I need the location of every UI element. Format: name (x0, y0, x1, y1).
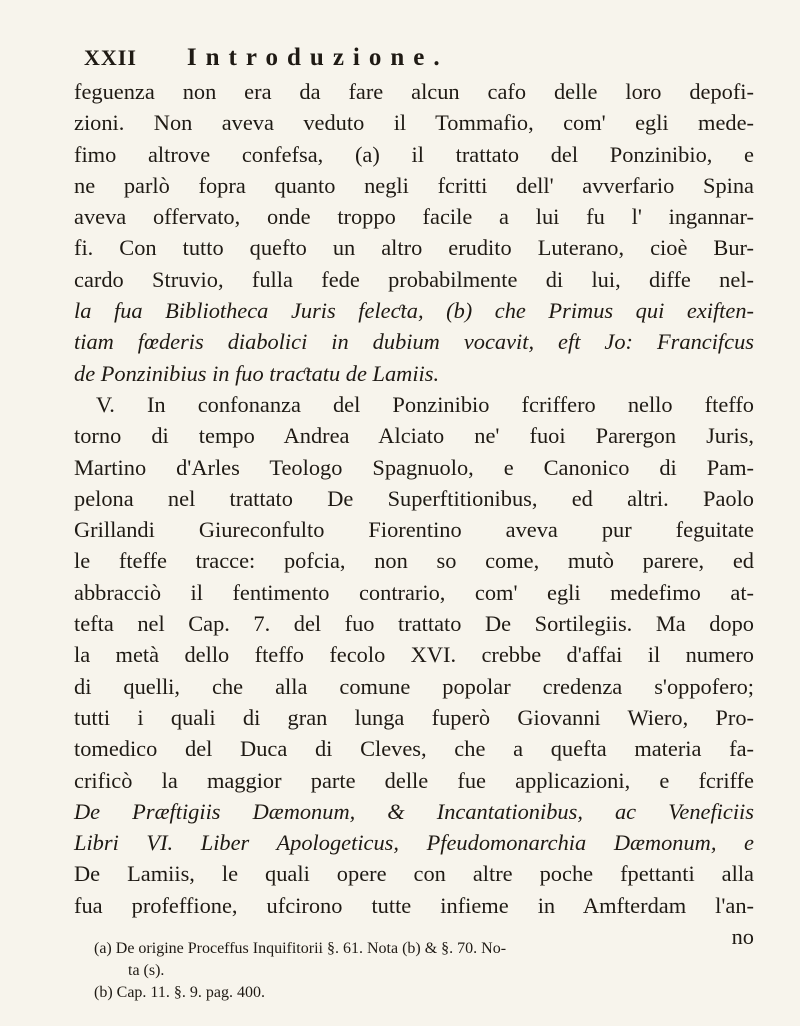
text-line: aveva offervato, onde troppo facile a lui fu l' ingannar- (74, 204, 754, 230)
text-line: tutti i quali di gran lunga fuperò Giovanni Wiero, Pro- (74, 704, 754, 730)
text-line: fi. Con tutto quefto un altro erudito Luterano, cioè Bur- (74, 235, 754, 261)
text-line: fua profeffione, ufcirono tutte infieme in Amfterdam l'an- (74, 892, 754, 918)
text-line: tomedico del Duca di Cleves, che a quefta materia fa- (74, 736, 754, 762)
paragraph-start-line: V. In confonanza del Ponzinibio fcriffero nello fteffo (96, 391, 754, 417)
text-line: de Ponzinibius in fuo traƈtatu de Lamiis. (74, 360, 440, 386)
text-line: Martino d'Arles Teologo Spagnuolo, e Canonico di Pam- (74, 454, 754, 480)
text-line: feguenza non era da fare alcun cafo delle loro depofi- (74, 79, 754, 104)
text-line: di quelli, che alla comune popolar credenza s'oppofero; (74, 673, 754, 699)
footnote-b: (b) Cap. 11. §. 9. pag. 400. (94, 984, 265, 1001)
text-line: Grillandi Giureconfulto Fiorentino aveva pur feguitate (74, 517, 754, 543)
text-line: De Præftigiis Dæmonum, & Incantationibus, ac Veneficiis (74, 798, 754, 824)
footnote-a: (a) De origine Proceffus Inquifitorii §. 61. Nota (b) & §. 70. No- (94, 940, 507, 957)
text-line: zioni. Non aveva veduto il Tommafio, com' egli mede- (74, 110, 754, 136)
footnotes (94, 938, 694, 1004)
text-line: crificò la maggior parte delle fue applicazioni, e fcriffe (74, 767, 754, 793)
catchword: no (731, 924, 754, 950)
text-line: tefta nel Cap. 7. del fuo trattato De Sortilegiis. Ma dopo (74, 611, 754, 637)
text-line: ne parlò fopra quanto negli fcritti dell' avverfario Spina (74, 172, 754, 198)
text-line: torno di tempo Andrea Alciato ne' fuoi Parergon Juris, (74, 423, 754, 449)
body-text (74, 76, 754, 952)
text-line: pelona nel trattato De Superftitionibus, ed altri. Paolo (74, 485, 754, 511)
text-line: fimo altrove confefsa, (a) il trattato del Ponzinibio, e (74, 141, 754, 167)
page-number: XXII (84, 45, 137, 70)
text-line: la metà dello fteffo fecolo XVI. crebbe d'affai il numero (74, 642, 754, 668)
text-line: tiam fœderis diabolici in dubium vocavit, eft Jo: Francifcus (74, 329, 754, 355)
text-line: la fua Bibliotheca Juris feleƈta, (b) che Primus qui exiften- (74, 298, 754, 324)
text-line: abbracciò il fentimento contrario, com' egli medefimo at- (74, 579, 754, 605)
page-header (84, 44, 744, 72)
text-line: De Lamiis, le quali opere con altre poche fpettanti alla (74, 861, 754, 887)
footnote-a-continuation: ta (s). (128, 962, 165, 979)
text-line: cardo Struvio, fulla fede probabilmente di lui, diffe nel- (74, 266, 754, 292)
running-title: Introduzione. (186, 44, 449, 71)
text-line: Libri VI. Liber Apologeticus, Pfeudomonarchia Dæmonum, e (74, 830, 754, 856)
text-line: le fteffe tracce: pofcia, non so come, mutò parere, ed (74, 548, 754, 574)
